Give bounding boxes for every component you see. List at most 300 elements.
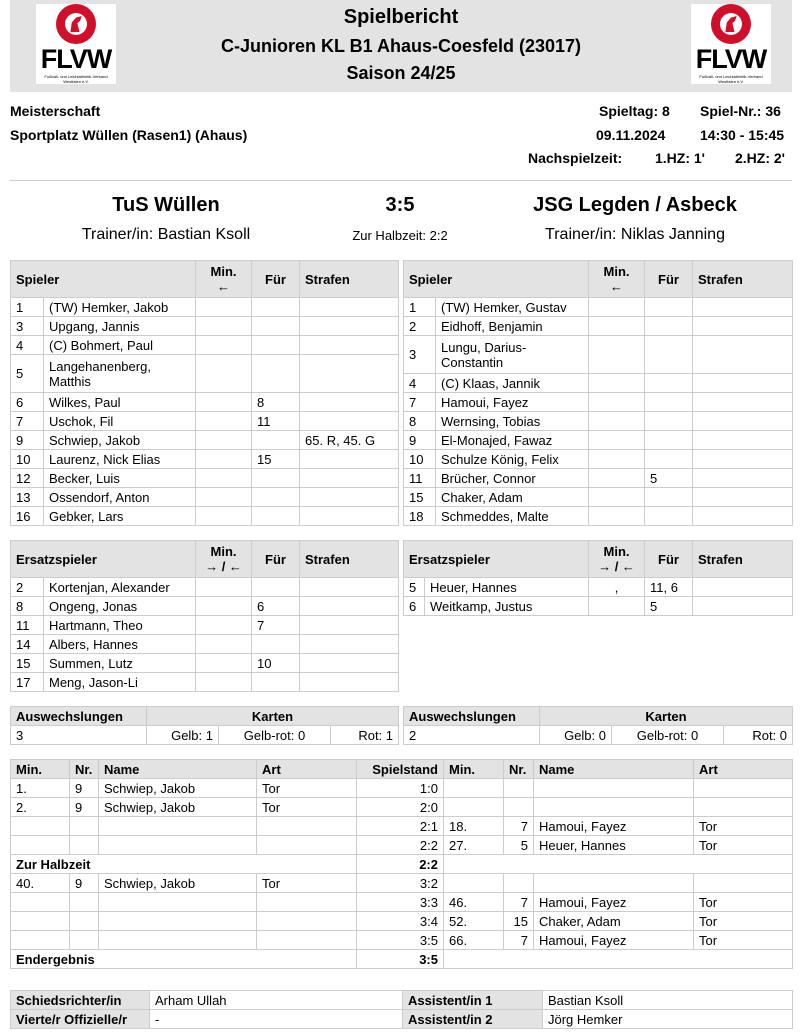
home-goal-type — [257, 817, 357, 836]
player-number: 6 — [11, 393, 44, 412]
player-minute — [589, 374, 645, 393]
player-for — [645, 298, 693, 317]
assistant1-name: Bastian Ksoll — [543, 991, 793, 1010]
home-team-name: TuS Wüllen — [112, 194, 220, 216]
away-trainer: Trainer/in: Niklas Janning — [545, 226, 725, 243]
player-penalties — [693, 336, 793, 374]
player-for — [645, 507, 693, 526]
player-for: 7 — [252, 616, 300, 635]
away-goal-type: Tor — [694, 931, 793, 950]
player-number: 13 — [11, 488, 44, 507]
away-yellow-red: Gelb-rot: 0 — [612, 726, 724, 745]
player-penalties — [693, 298, 793, 317]
player-penalties — [300, 578, 399, 597]
logo-caption: Fußball- und Leichtathletik-Verband Westfalen e.V. — [44, 74, 108, 84]
home-subs-table — [10, 540, 399, 692]
col-header-fuer: Für — [252, 261, 300, 298]
player-name: Schmeddes, Malte — [436, 507, 589, 526]
player-minute — [589, 469, 645, 488]
player-name: Ongeng, Jonas — [44, 597, 196, 616]
player-penalties — [300, 654, 399, 673]
player-for: 5 — [645, 469, 693, 488]
running-score: 3:4 — [357, 912, 444, 931]
goal-row — [11, 779, 793, 798]
milestone-score: 2:2 — [357, 855, 444, 874]
home-player-row — [11, 336, 399, 355]
col-header-strafen: Strafen — [693, 541, 793, 578]
player-for — [252, 298, 300, 317]
away-goal-minute — [444, 798, 504, 817]
flvw-logo-right — [691, 4, 771, 84]
col-header-ersatz: Ersatzspieler — [404, 541, 589, 578]
referee-name: Arham Ullah — [150, 991, 403, 1010]
home-goal-number — [70, 893, 99, 912]
running-score: 2:2 — [357, 836, 444, 855]
home-goal-number: 9 — [70, 798, 99, 817]
milestone-label: Zur Halbzeit — [11, 855, 357, 874]
home-goal-type: Tor — [257, 874, 357, 893]
away-goal-minute — [444, 779, 504, 798]
player-number: 6 — [404, 597, 425, 616]
away-goal-type: Tor — [694, 817, 793, 836]
player-penalties — [300, 336, 399, 355]
player-number: 1 — [404, 298, 436, 317]
away-player-row — [404, 431, 793, 450]
player-number: 7 — [11, 412, 44, 431]
away-goal-type — [694, 874, 793, 893]
player-minute — [196, 355, 252, 393]
home-player-row — [11, 298, 399, 317]
away-player-row — [404, 336, 793, 374]
player-for: 10 — [252, 654, 300, 673]
player-number: 2 — [11, 578, 44, 597]
player-penalties — [693, 393, 793, 412]
away-goal-minute: 66. — [444, 931, 504, 950]
home-goal-scorer: Schwiep, Jakob — [99, 779, 257, 798]
col-header-name: Name — [99, 760, 257, 779]
player-for — [252, 355, 300, 393]
away-sub-count: 2 — [404, 726, 540, 745]
away-red: Rot: 0 — [724, 726, 793, 745]
player-penalties — [693, 597, 793, 616]
away-player-row — [404, 507, 793, 526]
fourth-official-name: - — [150, 1010, 403, 1029]
col-header-nr: Nr. — [70, 760, 99, 779]
assistant2-label: Assistent/in 2 — [403, 1010, 543, 1029]
away-goal-scorer — [534, 779, 694, 798]
player-number: 10 — [404, 450, 436, 469]
away-goal-scorer — [534, 798, 694, 817]
player-number: 3 — [11, 317, 44, 336]
player-number: 15 — [404, 488, 436, 507]
away-goal-number: 5 — [504, 836, 534, 855]
col-header-min: Min. ← — [196, 261, 252, 298]
player-penalties — [300, 469, 399, 488]
away-goal-type — [694, 779, 793, 798]
player-minute — [589, 298, 645, 317]
horse-badge-icon — [711, 4, 751, 44]
player-penalties — [693, 317, 793, 336]
away-player-row — [404, 317, 793, 336]
player-for — [252, 336, 300, 355]
player-name: Lungu, Darius- Constantin — [436, 336, 589, 374]
home-goal-scorer: Schwiep, Jakob — [99, 874, 257, 893]
running-score: 3:5 — [357, 931, 444, 950]
away-goal-scorer: Hamoui, Fayez — [534, 817, 694, 836]
player-for — [645, 374, 693, 393]
running-score: 3:3 — [357, 893, 444, 912]
home-goal-minute — [11, 931, 70, 950]
away-team-name: JSG Legden / Asbeck — [533, 194, 737, 216]
home-yellow-red: Gelb-rot: 0 — [219, 726, 331, 745]
away-goal-type — [694, 798, 793, 817]
player-name: Kortenjan, Alexander — [44, 578, 196, 597]
match-time: 14:30 - 15:45 — [700, 127, 785, 143]
player-number: 8 — [404, 412, 436, 431]
running-score: 1:0 — [357, 779, 444, 798]
player-penalties — [693, 431, 793, 450]
goals-table — [10, 759, 793, 969]
player-number: 7 — [404, 393, 436, 412]
goal-row — [11, 836, 793, 855]
col-header-fuer: Für — [645, 261, 693, 298]
milestone-label: Endergebnis — [11, 950, 357, 969]
home-player-row — [11, 431, 399, 450]
home-goal-scorer — [99, 817, 257, 836]
player-for — [252, 635, 300, 654]
player-name: Summen, Lutz — [44, 654, 196, 673]
player-number: 9 — [11, 431, 44, 450]
home-goal-number — [70, 817, 99, 836]
player-number: 18 — [404, 507, 436, 526]
milestone-score: 3:5 — [357, 950, 444, 969]
player-name: Schulze König, Felix — [436, 450, 589, 469]
goal-row — [11, 893, 793, 912]
running-score: 3:2 — [357, 874, 444, 893]
goal-row — [11, 798, 793, 817]
away-sub-row — [404, 578, 793, 597]
goals-milestone-row — [11, 950, 793, 969]
player-name: (C) Bohmert, Paul — [44, 336, 196, 355]
player-minute — [589, 507, 645, 526]
player-number: 11 — [11, 616, 44, 635]
match-number: Spiel-Nr.: 36 — [700, 103, 781, 119]
page-title: Spielbericht — [343, 6, 459, 28]
home-goal-minute — [11, 817, 70, 836]
player-penalties — [300, 317, 399, 336]
player-penalties — [300, 616, 399, 635]
home-goal-type — [257, 931, 357, 950]
player-penalties — [300, 412, 399, 431]
running-score: 2:0 — [357, 798, 444, 817]
home-goal-number — [70, 931, 99, 950]
home-yellow: Gelb: 1 — [147, 726, 219, 745]
away-player-row — [404, 412, 793, 431]
player-name: Eidhoff, Benjamin — [436, 317, 589, 336]
player-name: Upgang, Jannis — [44, 317, 196, 336]
final-score: 3:5 — [385, 194, 415, 216]
away-lineup-table — [403, 260, 793, 526]
home-lineup-table — [10, 260, 399, 526]
home-sub-row — [11, 578, 399, 597]
home-goal-type — [257, 893, 357, 912]
player-minute — [196, 654, 252, 673]
player-number: 5 — [404, 578, 425, 597]
divider — [10, 180, 792, 181]
player-name: Albers, Hannes — [44, 635, 196, 654]
player-name: (TW) Hemker, Jakob — [44, 298, 196, 317]
player-for: 15 — [252, 450, 300, 469]
competition-type: Meisterschaft — [10, 103, 101, 119]
away-sub-row — [404, 597, 793, 616]
player-name: (C) Klaas, Jannik — [436, 374, 589, 393]
home-goal-number — [70, 912, 99, 931]
report-header — [10, 0, 792, 92]
player-minute — [196, 488, 252, 507]
away-goal-minute: 18. — [444, 817, 504, 836]
home-sub-row — [11, 654, 399, 673]
away-goal-minute — [444, 874, 504, 893]
extra-time-label: Nachspielzeit: — [528, 150, 623, 166]
away-player-row — [404, 393, 793, 412]
match-date: 09.11.2024 — [596, 127, 666, 143]
player-minute — [589, 431, 645, 450]
player-for — [252, 488, 300, 507]
away-goal-type: Tor — [694, 836, 793, 855]
player-penalties — [300, 673, 399, 692]
home-goal-scorer: Schwiep, Jakob — [99, 798, 257, 817]
col-header-min: Min. ← — [589, 261, 645, 298]
player-for — [252, 431, 300, 450]
home-player-row — [11, 355, 399, 393]
home-sub-row — [11, 673, 399, 692]
col-header-ersatz: Ersatzspieler — [11, 541, 196, 578]
player-name: Becker, Luis — [44, 469, 196, 488]
logo-wordmark: FLVW — [695, 44, 767, 74]
home-goal-scorer — [99, 893, 257, 912]
player-name: Chaker, Adam — [436, 488, 589, 507]
col-header-min: Min. → / ← — [196, 541, 252, 578]
arrow-inout-icon: → / ← — [598, 559, 635, 574]
home-trainer: Trainer/in: Bastian Ksoll — [81, 226, 251, 243]
player-number: 11 — [404, 469, 436, 488]
player-minute — [196, 578, 252, 597]
col-header-name: Name — [534, 760, 694, 779]
player-penalties — [300, 393, 399, 412]
player-penalties — [300, 450, 399, 469]
away-goal-scorer: Chaker, Adam — [534, 912, 694, 931]
player-number: 2 — [404, 317, 436, 336]
home-goal-minute — [11, 893, 70, 912]
player-for — [645, 450, 693, 469]
player-name: (TW) Hemker, Gustav — [436, 298, 589, 317]
player-minute — [196, 317, 252, 336]
col-header-karten: Karten — [147, 707, 399, 726]
player-name: El-Monajed, Fawaz — [436, 431, 589, 450]
player-name: Wernsing, Tobias — [436, 412, 589, 431]
home-player-row — [11, 469, 399, 488]
away-summary-table — [403, 706, 793, 745]
competition-title: C-Junioren KL B1 Ahaus-Coesfeld (23017) — [220, 36, 582, 56]
player-minute — [589, 488, 645, 507]
empty-cell — [444, 855, 793, 874]
arrow-left-icon: ← — [610, 279, 624, 294]
assistant2-name: Jörg Hemker — [543, 1010, 793, 1029]
home-goal-type — [257, 912, 357, 931]
player-name: Schwiep, Jakob — [44, 431, 196, 450]
player-name: Brücher, Connor — [436, 469, 589, 488]
home-goal-minute: 2. — [11, 798, 70, 817]
player-for — [645, 393, 693, 412]
goal-row — [11, 912, 793, 931]
player-name: Laurenz, Nick Elias — [44, 450, 196, 469]
player-number: 16 — [11, 507, 44, 526]
away-goal-minute: 27. — [444, 836, 504, 855]
home-goal-minute — [11, 836, 70, 855]
goal-row — [11, 874, 793, 893]
home-goal-type: Tor — [257, 798, 357, 817]
col-header-karten: Karten — [540, 707, 793, 726]
col-header-strafen: Strafen — [300, 541, 399, 578]
fourth-official-label: Vierte/r Offizielle/r — [11, 1010, 150, 1029]
home-goal-scorer — [99, 931, 257, 950]
running-score: 2:1 — [357, 817, 444, 836]
logo-caption: Fußball- und Leichtathletik-Verband Westfalen e.V. — [699, 74, 763, 84]
logo-wordmark: FLVW — [40, 44, 112, 74]
col-header-art: Art — [257, 760, 357, 779]
away-goal-scorer: Hamoui, Fayez — [534, 893, 694, 912]
player-penalties — [693, 450, 793, 469]
player-minute — [196, 635, 252, 654]
player-minute — [196, 412, 252, 431]
player-minute — [196, 673, 252, 692]
home-player-row — [11, 488, 399, 507]
away-goal-number — [504, 874, 534, 893]
home-goal-number: 9 — [70, 874, 99, 893]
player-penalties — [300, 488, 399, 507]
player-penalties — [300, 355, 399, 393]
home-goal-number: 9 — [70, 779, 99, 798]
home-player-row — [11, 450, 399, 469]
player-minute — [196, 431, 252, 450]
away-goal-type: Tor — [694, 893, 793, 912]
player-for — [645, 488, 693, 507]
away-goal-scorer: Hamoui, Fayez — [534, 931, 694, 950]
col-header-min: Min. → / ← — [589, 541, 645, 578]
away-player-row — [404, 298, 793, 317]
player-for — [252, 317, 300, 336]
player-for: 11, 6 — [645, 578, 693, 597]
player-minute — [589, 393, 645, 412]
player-for — [252, 673, 300, 692]
player-for — [252, 578, 300, 597]
player-for — [645, 317, 693, 336]
player-number: 12 — [11, 469, 44, 488]
away-player-row — [404, 374, 793, 393]
player-penalties — [300, 635, 399, 654]
col-header-auswechslungen: Auswechslungen — [404, 707, 540, 726]
col-header-fuer: Für — [252, 541, 300, 578]
player-for — [645, 412, 693, 431]
arrow-left-icon: ← — [217, 279, 231, 294]
player-for: 11 — [252, 412, 300, 431]
player-number: 4 — [404, 374, 436, 393]
player-number: 4 — [11, 336, 44, 355]
player-for — [645, 336, 693, 374]
arrow-inout-icon: → / ← — [205, 559, 242, 574]
home-goal-scorer — [99, 912, 257, 931]
away-goal-number — [504, 798, 534, 817]
col-header-art: Art — [694, 760, 793, 779]
player-for — [252, 507, 300, 526]
home-player-row — [11, 317, 399, 336]
matchday: Spieltag: 8 — [599, 103, 670, 119]
home-goal-type: Tor — [257, 779, 357, 798]
away-goal-number: 15 — [504, 912, 534, 931]
player-minute — [196, 450, 252, 469]
player-name: Ossendorf, Anton — [44, 488, 196, 507]
home-sub-row — [11, 635, 399, 654]
player-for: 6 — [252, 597, 300, 616]
col-header-auswechslungen: Auswechslungen — [11, 707, 147, 726]
player-number: 8 — [11, 597, 44, 616]
home-player-row — [11, 507, 399, 526]
player-penalties — [300, 597, 399, 616]
away-goal-number: 7 — [504, 817, 534, 836]
player-name: Langehanenberg, Matthis — [44, 355, 196, 393]
away-subs-table — [403, 540, 793, 616]
player-number: 15 — [11, 654, 44, 673]
col-header-spieler: Spieler — [11, 261, 196, 298]
player-minute — [589, 317, 645, 336]
player-minute — [589, 597, 645, 616]
col-header-spieler: Spieler — [404, 261, 589, 298]
goal-row — [11, 931, 793, 950]
away-goal-number — [504, 779, 534, 798]
player-number: 10 — [11, 450, 44, 469]
home-goal-minute — [11, 912, 70, 931]
player-minute — [196, 393, 252, 412]
assistant1-label: Assistent/in 1 — [403, 991, 543, 1010]
player-name: Hartmann, Theo — [44, 616, 196, 635]
player-name: Meng, Jason-Li — [44, 673, 196, 692]
player-number: 3 — [404, 336, 436, 374]
col-header-min: Min. — [11, 760, 70, 779]
home-goal-scorer — [99, 836, 257, 855]
away-goal-number: 7 — [504, 931, 534, 950]
home-summary-table — [10, 706, 399, 745]
extra-time-hz2: 2.HZ: 2' — [735, 150, 786, 166]
home-goal-type — [257, 836, 357, 855]
player-minute — [196, 336, 252, 355]
player-minute — [196, 616, 252, 635]
player-penalties — [300, 298, 399, 317]
away-goal-type: Tor — [694, 912, 793, 931]
home-goal-number — [70, 836, 99, 855]
away-player-row — [404, 488, 793, 507]
player-minute — [589, 412, 645, 431]
away-goal-scorer: Heuer, Hannes — [534, 836, 694, 855]
away-goal-minute: 46. — [444, 893, 504, 912]
player-name: Uschok, Fil — [44, 412, 196, 431]
player-name: Hamoui, Fayez — [436, 393, 589, 412]
referee-label: Schiedsrichter/in — [11, 991, 150, 1010]
player-minute: , — [589, 578, 645, 597]
player-penalties — [300, 507, 399, 526]
col-header-min: Min. — [444, 760, 504, 779]
player-name: Gebker, Lars — [44, 507, 196, 526]
player-number: 5 — [11, 355, 44, 393]
